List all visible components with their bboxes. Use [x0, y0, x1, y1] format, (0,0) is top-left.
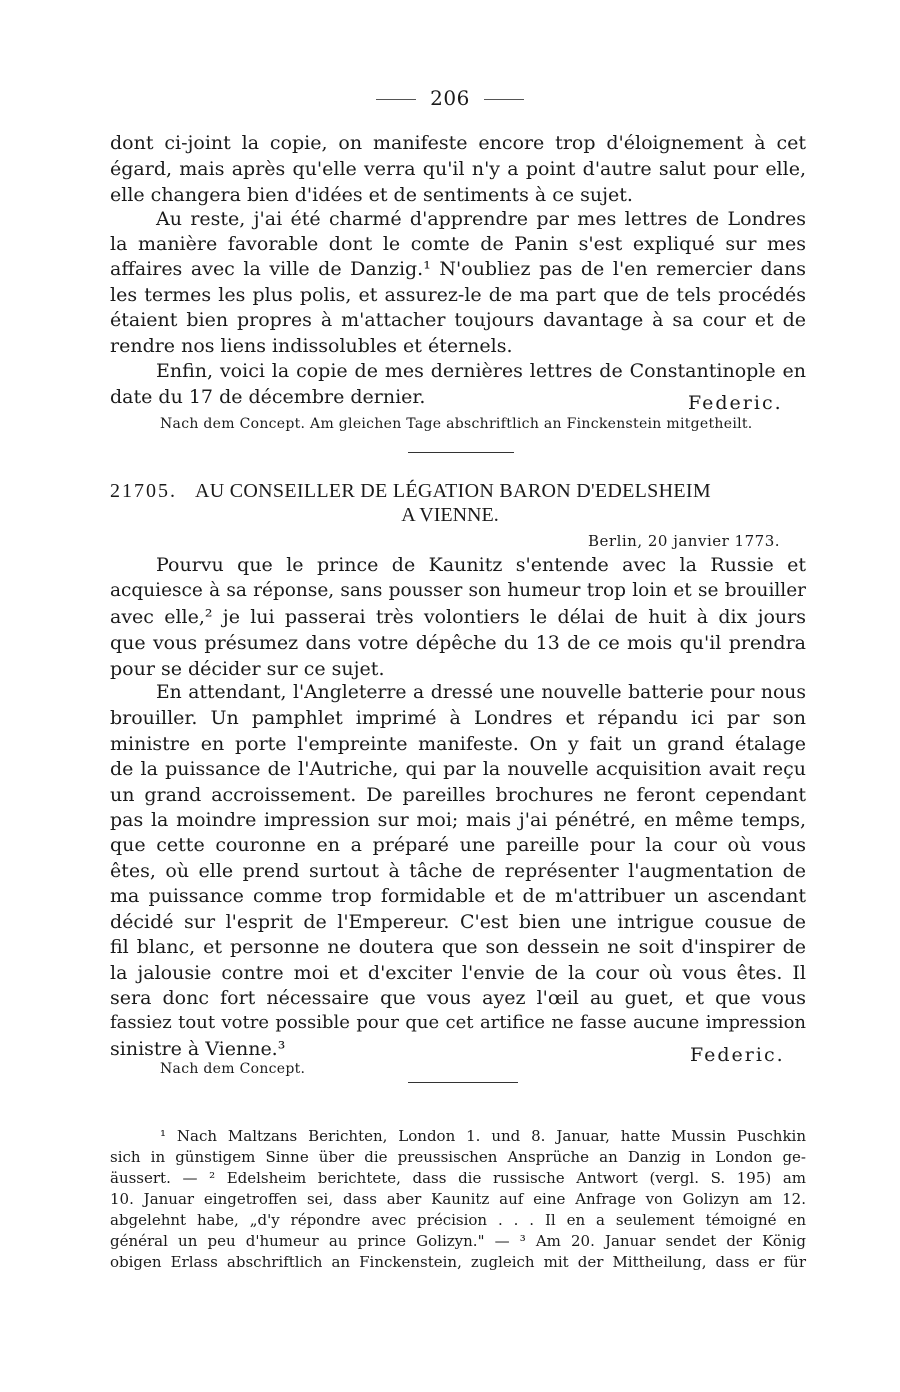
footnote-line: abgelehnt habe, „d'y répondre avec précision . . . Il en a seulement témoigné en [110, 1211, 806, 1229]
text-line: les termes les plus polis, et assurez-le de ma part que de tels procédés [110, 284, 806, 306]
text-line: elle changera bien d'idées et de sentiments à ce sujet. [110, 184, 633, 206]
text-line: étaient bien propres à m'attacher toujours davantage à sa cour et de [110, 309, 806, 331]
footnote-line: 10. Januar eingetroffen sei, dass aber Kaunitz auf eine Anfrage von Golizyn am 12. [110, 1190, 806, 1208]
text-line: égard, mais après qu'elle verra qu'il n'y a point d'autre salut pour elle, [110, 158, 806, 180]
footnote-line: général un peu d'humeur au prince Golizyn." — ³ Am 20. Januar sendet der König [110, 1232, 806, 1250]
text-line: fassiez tout votre possible pour que cet artifice ne fasse aucune impression [110, 1012, 806, 1033]
text-line: brouiller. Un pamphlet imprimé à Londres et répandu ici par son [110, 707, 806, 729]
dateline: Berlin, 20 janvier 1773. [588, 532, 780, 550]
header-dash-right [484, 99, 524, 100]
text-line: acquiesce à sa réponse, sans pousser son humeur trop loin et se brouiller [110, 580, 806, 601]
text-line: pas la moindre impression sur moi; mais j'ai pénétré, en même temps, [110, 809, 806, 831]
text-line: date du 17 de décembre dernier. [110, 386, 426, 408]
text-line: En attendant, l'Angleterre a dressé une nouvelle batterie pour nous [156, 682, 806, 703]
text-line: sera donc fort nécessaire que vous ayez l'œil au guet, et que vous [110, 987, 806, 1009]
text-line: êtes, où elle prend surtout à tâche de représenter l'augmentation de [110, 860, 806, 882]
text-line: ma puissance comme trop formidable et de m'attribuer un ascendant [110, 885, 806, 907]
text-line: un grand accroissement. De pareilles brochures ne feront cependant [110, 784, 806, 806]
text-line: Pourvu que le prince de Kaunitz s'entende avec la Russie et [156, 554, 806, 576]
signature: Federic. [690, 1044, 785, 1066]
text-line: rendre nos liens indissolubles et éternels. [110, 335, 513, 357]
letter-destination: A VIENNE. [401, 504, 499, 526]
signature: Federic. [688, 392, 783, 414]
section-divider [408, 452, 514, 453]
footnote-line: obigen Erlass abschriftlich an Finckenstein, zugleich mit der Mittheilung, dass er für [110, 1253, 806, 1271]
text-line: fil blanc, et personne ne doutera que son dessein ne soit d'inspirer de [110, 936, 806, 958]
text-line: de la puissance de l'Autriche, qui par la nouvelle acquisition avait reçu [110, 758, 806, 780]
text-line: affaires avec la ville de Danzig.¹ N'oubliez pas de l'en remercier dans [110, 258, 806, 280]
text-line: la manière favorable dont le comte de Panin s'est expliqué sur mes [110, 233, 806, 255]
section-divider [408, 1082, 518, 1083]
text-line: la jalousie contre moi et d'exciter l'envie de la cour où vous êtes. Il [110, 962, 806, 984]
footnote-line: sich in günstigem Sinne über die preussischen Ansprüche an Danzig in London ge- [110, 1148, 806, 1166]
text-line: ministre en porte l'empreinte manifeste. On y fait un grand étalage [110, 733, 806, 755]
letter-title: AU CONSEILLER DE LÉGATION BARON D'EDELSHEIM [195, 480, 711, 502]
text-line: Au reste, j'ai été charmé d'apprendre par mes lettres de Londres [156, 208, 806, 230]
text-line: que cette couronne en a préparé une pareille pour la cour où vous [110, 834, 806, 856]
text-line: avec elle,² je lui passerai très volontiers le délai de huit à dix jours [110, 606, 806, 628]
source-note: Nach dem Concept. [160, 1061, 306, 1077]
letter-heading [110, 480, 806, 503]
text-line: Enfin, voici la copie de mes dernières lettres de Constantinople en [156, 360, 806, 382]
letter-number: 21705. [110, 480, 177, 502]
header-dash-left [376, 99, 416, 100]
footnote-line: äussert. — ² Edelsheim berichtete, dass die russische Antwort (vergl. S. 195) am [110, 1169, 806, 1187]
text-line: sinistre à Vienne.³ [110, 1038, 286, 1060]
page-header [0, 86, 900, 110]
footnote-line: ¹ Nach Maltzans Berichten, London 1. und 8. Januar, hatte Mussin Puschkin [160, 1127, 806, 1145]
text-line: dont ci-joint la copie, on manifeste encore trop d'éloignement à cet [110, 132, 806, 154]
text-line: pour se décider sur ce sujet. [110, 658, 385, 680]
source-note: Nach dem Concept. Am gleichen Tage abschriftlich an Finckenstein mitgetheilt. [160, 416, 753, 432]
page-number: 206 [430, 86, 470, 110]
text-line: que vous présumez dans votre dépêche du 13 de ce mois qu'il prendra [110, 632, 806, 654]
text-line: décidé sur l'esprit de l'Empereur. C'est bien une intrigue cousue de [110, 911, 806, 933]
